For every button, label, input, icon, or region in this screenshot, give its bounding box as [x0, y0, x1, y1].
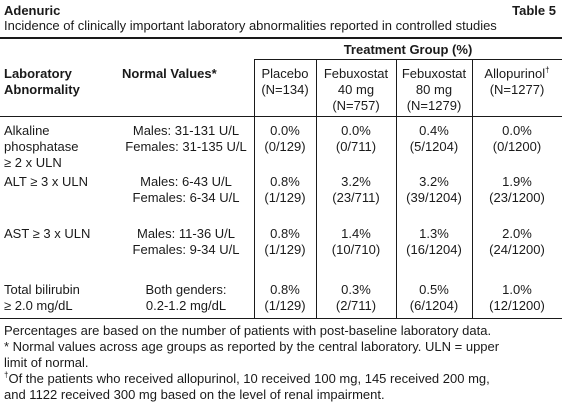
cell-feb80-pct: 0.5% — [419, 282, 449, 297]
row-label: ALT ≥ 3 x ULN — [4, 174, 88, 189]
row-normal: Females: 31-135 U/L — [125, 139, 247, 154]
group-underline — [254, 59, 562, 60]
header-normal-values: Normal Values* — [122, 66, 217, 81]
header-allopurinol: Allopurinol† — [484, 65, 550, 81]
header-feb80-dose: 80 mg — [415, 82, 453, 97]
cell-feb80-count: (6/1204) — [409, 298, 459, 313]
cell-allo-pct: 1.0% — [502, 282, 532, 297]
cell-allo-count: (0/1200) — [492, 139, 542, 154]
cell-feb40-count: (0/711) — [335, 139, 377, 154]
header-feb80: Febuxostat — [401, 66, 467, 81]
header-abnormality-line2: Abnormality — [4, 82, 80, 97]
header-allopurinol-n: (N=1277) — [489, 82, 545, 97]
header-rule — [0, 116, 562, 117]
cell-feb40-count: (10/710) — [331, 242, 381, 257]
header-placebo: Placebo — [261, 66, 309, 81]
cell-feb40-pct: 1.4% — [341, 226, 371, 241]
row-normal: Males: 6-43 U/L — [140, 174, 232, 189]
row-label: Alkaline — [4, 123, 50, 138]
cell-placebo-count: (1/129) — [264, 190, 306, 205]
cell-feb40-pct: 3.2% — [341, 174, 371, 189]
footnote-normal-values-cont: limit of normal. — [4, 355, 89, 370]
cell-feb80-count: (5/1204) — [409, 139, 459, 154]
table-caption: Incidence of clinically important laboratory abnormalities reported in controlled studies — [4, 18, 497, 33]
footnote-normal-values: * Normal values across age groups as reported by the central laboratory. ULN = upper — [4, 339, 500, 354]
header-feb40-n: (N=757) — [332, 98, 380, 113]
cell-placebo-pct: 0.8% — [270, 226, 300, 241]
cell-feb40-pct: 0.3% — [341, 282, 371, 297]
bottom-rule — [0, 318, 562, 319]
cell-placebo-count: (1/129) — [264, 242, 306, 257]
header-feb40-dose: 40 mg — [337, 82, 375, 97]
header-abnormality-line1: Laboratory — [4, 66, 72, 81]
treatment-group-header: Treatment Group (%) — [343, 42, 473, 57]
row-label: phosphatase — [4, 139, 79, 154]
header-feb80-n: (N=1279) — [406, 98, 462, 113]
table-label: Table 5 — [512, 3, 556, 18]
cell-placebo-count: (0/129) — [264, 139, 306, 154]
brand-title: Adenuric — [4, 3, 61, 18]
header-placebo-n: (N=134) — [261, 82, 309, 97]
cell-allo-count: (24/1200) — [489, 242, 545, 257]
row-normal: Females: 6-34 U/L — [132, 190, 240, 205]
footnote-allopurinol: †Of the patients who received allopurinol, 10 received 100 mg, 145 received 200 mg, — [4, 370, 490, 386]
row-normal: Females: 9-34 U/L — [132, 242, 240, 257]
row-label: ≥ 2.0 mg/dL — [4, 298, 73, 313]
cell-allo-pct: 2.0% — [502, 226, 532, 241]
row-label: AST ≥ 3 x ULN — [4, 226, 91, 241]
cell-feb40-count: (23/711) — [332, 190, 380, 205]
cell-feb80-pct: 3.2% — [419, 174, 449, 189]
row-normal: 0.2-1.2 mg/dL — [145, 298, 227, 313]
footnote-allopurinol-cont: and 1122 received 300 mg based on the level of renal impairment. — [4, 387, 385, 402]
cell-feb80-pct: 1.3% — [419, 226, 449, 241]
cell-placebo-pct: 0.8% — [270, 174, 300, 189]
row-normal: Males: 31-131 U/L — [132, 123, 240, 138]
cell-allo-pct: 1.9% — [502, 174, 532, 189]
row-label: ≥ 2 x ULN — [4, 155, 62, 170]
cell-placebo-pct: 0.8% — [270, 282, 300, 297]
cell-feb80-count: (16/1204) — [406, 242, 462, 257]
cell-feb80-pct: 0.4% — [419, 123, 449, 138]
cell-allo-count: (12/1200) — [489, 298, 545, 313]
title-row — [4, 3, 556, 18]
cell-feb80-count: (39/1204) — [406, 190, 462, 205]
cell-placebo-count: (1/129) — [264, 298, 306, 313]
footnote-percentages: Percentages are based on the number of patients with post-baseline laboratory data. — [4, 323, 492, 338]
top-rule — [0, 37, 562, 39]
cell-feb40-pct: 0.0% — [341, 123, 371, 138]
header-feb40: Febuxostat — [323, 66, 389, 81]
row-normal: Males: 11-36 U/L — [136, 226, 236, 241]
cell-allo-count: (23/1200) — [489, 190, 545, 205]
cell-feb40-count: (2/711) — [335, 298, 377, 313]
row-normal: Both genders: — [145, 282, 227, 297]
cell-placebo-pct: 0.0% — [270, 123, 300, 138]
cell-allo-pct: 0.0% — [502, 123, 532, 138]
row-label: Total bilirubin — [4, 282, 80, 297]
